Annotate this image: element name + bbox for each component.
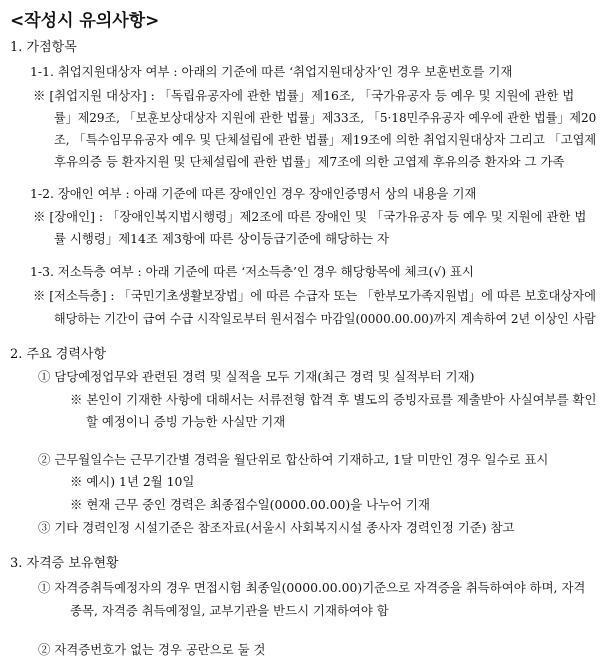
section-2-note: ※ 예시) 1년 2월 10일 [70,474,195,489]
section-3-heading: 3. 자격증 보유현황 [10,556,119,571]
item-1-1-note-line: 후유의증 등 환자지원 및 단체설립에 관한 법률」제7조에 의한 고엽제 후유의증 환자와 그 가족 [54,154,565,169]
section-2-note: ※ 현재 근무 중인 경력은 최종접수일(0000.00.00)을 나누어 기재 [70,497,430,512]
item-1-2-heading: 1-2. 장애인 여부 : 아래 기준에 따른 장애인인 경우 장애인증명서 상의 내용을 기재 [30,186,477,201]
item-1-1-heading: 1-1. 취업지원대상자 여부 : 아래의 기준에 따른 ‘취업지원대상자’인 경우 보훈번호를 기재 [30,64,513,79]
item-1-1-note-line: 률」제29조, 「보훈보상대상자 지원에 관한 법률」제33조, 「5·18민주유공자 예우에 관한 법률」제20 [54,110,597,125]
section-2-note: ※ 본인이 기재한 사항에 대해서는 서류전형 합격 후 별도의 증빙자료를 제출받아 사실여부를 확인 [70,392,597,407]
item-1-2-note-line: ※ [장애인] : 「장애인복지법시행령」제2조에 따른 장애인 및 「국가유공자 등 예우 및 지원에 관한 법 [33,209,587,224]
section-3-item: ② 자격증번호가 없는 경우 공란으로 둘 것 [38,642,266,657]
item-1-1-note-line: ※ [취업지원 대상자] : 「독립유공자에 관한 법률」제16조, 「국가유공자 등 예우 및 지원에 관한 법 [33,88,575,103]
section-2-item: ① 담당예정업무와 관련된 경력 및 실적을 모두 기재(최근 경력 및 실적부터 기재) [38,369,475,384]
item-1-3-note-line: ※ [저소득층] : 「국민기초생활보장법」에 따른 수급자 또는 「한부모가족지원법」에 따른 보호대상자에 [33,288,597,303]
section-3-item: ① 자격증취득예정자의 경우 면접시험 최종일(0000.00.00)기준으로 자격증을 취득하여야 하며, 자격 [38,580,586,595]
section-2-item: ② 근무월일수는 근무기간별 경력을 월단위로 합산하여 기재하고, 1달 미만인 경우 일수로 표시 [38,452,549,467]
section-1-heading: 1. 가점항목 [10,40,77,55]
item-1-3-note-line: 해당하는 기간이 급여 수급 시작일로부터 원서접수 마감일(0000.00.00)까지 계속하여 2년 이상인 사람 [54,311,596,326]
section-2-heading: 2. 주요 경력사항 [10,347,107,362]
section-2-item: ③ 기타 경력인정 시설기준은 참조자료(서울시 사회복지시설 종사자 경력인정 기준) 참고 [38,520,515,535]
item-1-1-note-line: 조, 「특수임무유공자 예우 및 단체설립에 관한 법률」제19조에 의한 취업지원대상자 그리고 「고엽제 [54,132,597,147]
page-title: <작성시 유의사항> [10,11,160,31]
section-3-item-continued: 종목, 자격증 취득예정일, 교부기관을 반드시 기재하여야 함 [70,603,389,618]
item-1-3-heading: 1-3. 저소득층 여부 : 아래 기준에 따른 ‘저소득층’인 경우 해당항목에 체크(√) 표시 [30,264,474,279]
section-2-note: 할 예정이니 증빙 가능한 사실만 기재 [86,414,286,429]
item-1-2-note-line: 률 시행령」제14조 제3항에 따른 상이등급기준에 해당하는 자 [54,231,389,246]
